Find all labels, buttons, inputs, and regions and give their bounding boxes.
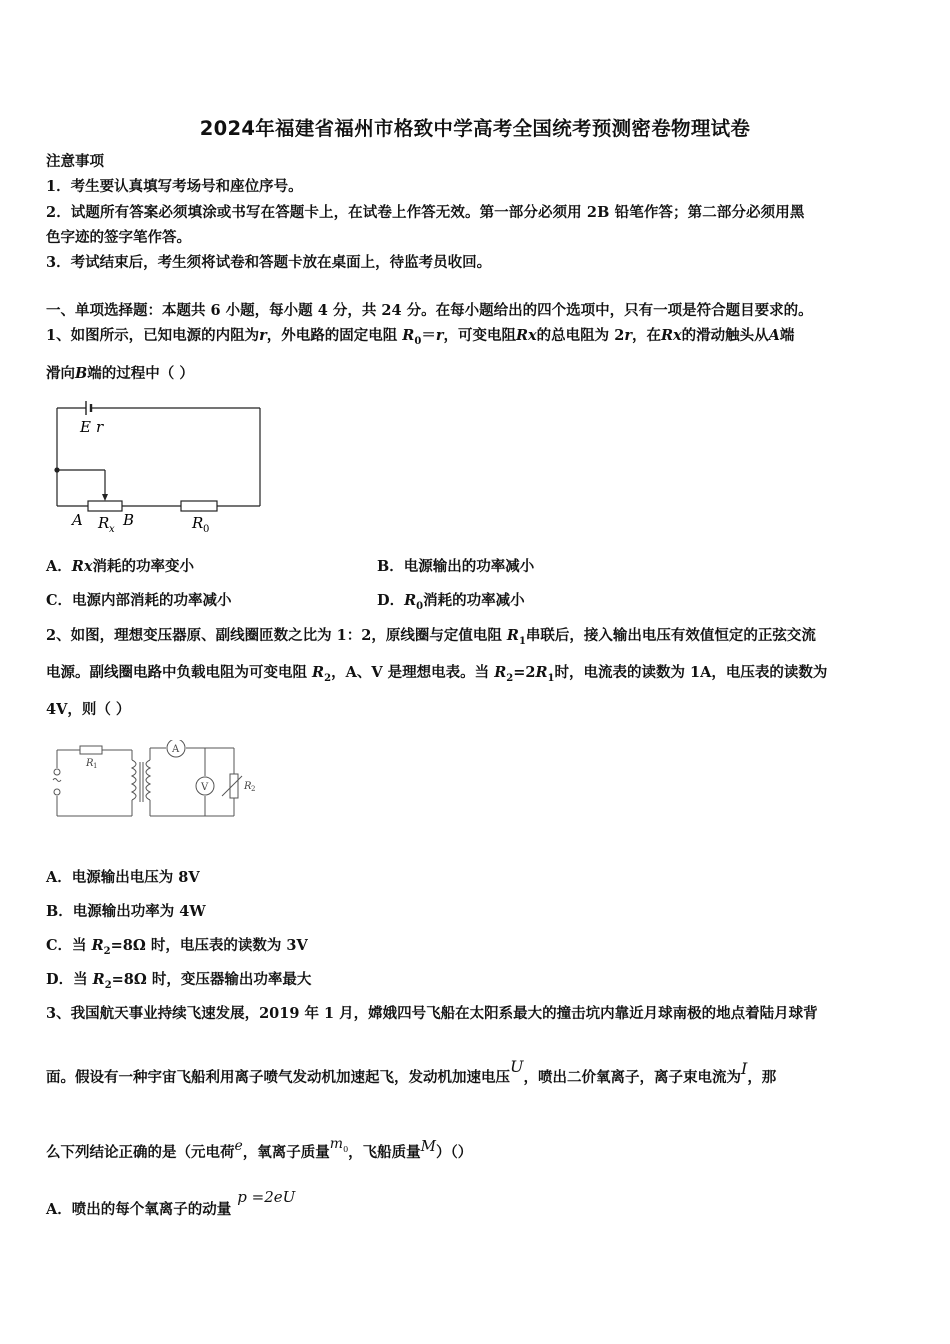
q2-line-2: 电源。副线圈电路中负载电阻为可变电阻 $R_2$，A、V 是理想电表。当 $R_2=2R_1$时，电流表的读数为 1A，电压表的读数为: [46, 664, 828, 684]
q2-transformer-diagram: [50, 740, 270, 822]
q2-option-b[interactable]: B．电源输出功率为 4W: [46, 903, 206, 920]
q2-option-a[interactable]: A．电源输出电压为 8V: [46, 869, 200, 886]
label-R1-sub: 1: [93, 762, 98, 770]
slider-arrow-icon: [102, 494, 108, 501]
label-E: E: [80, 418, 91, 436]
label-A: A: [72, 511, 83, 529]
notice-item-3: 3．考试结束后，考生须将试卷和答题卡放在桌面上，待监考员收回。: [46, 254, 492, 271]
label-R1: R: [86, 758, 94, 769]
label-Rx: R: [98, 514, 110, 532]
q1-line-1: 1、如图所示，已知电源的内阻为r，外电路的固定电阻 $R_0=r$，可变电阻Rx的总电阻为 2r，在Rx的滑动触头从A端: [46, 327, 795, 347]
q2-line-1: 2、如图，理想变压器原、副线圈匝数之比为 1：2，原线圈与定值电阻 $R_1$串联后，接入输出电压有效值恒定的正弦交流: [46, 627, 816, 647]
label-Rx-sub: x: [109, 524, 115, 535]
q1-option-c[interactable]: C．电源内部消耗的功率减小: [46, 592, 232, 609]
page-title: 2024年福建省福州市格致中学高考全国统考预测密卷物理试卷: [199, 117, 751, 140]
q2-option-c[interactable]: C．当 $R_2=8\Omega$ 时，电压表的读数为 3V: [46, 937, 308, 957]
notice-item-2: 2．试题所有答案必须填涂或书写在答题卡上，在试卷上作答无效。第一部分必须用 2B 铅笔作答；第二部分必须用黑: [46, 204, 805, 221]
label-B: B: [123, 511, 135, 529]
q3-line-1: 3、我国航天事业持续飞速发展，2019 年 1 月，嫦娥四号飞船在太阳系最大的撞击坑内靠近月球南极的地点着陆月球背: [46, 1005, 818, 1022]
junction-dot: [54, 467, 59, 472]
label-R2-sub: 2: [251, 785, 256, 793]
q3-line-2: 面。假设有一种宇宙飞船利用离子喷气发动机加速起飞，发动机加速电压U，喷出二价氧离子，离子束电流为I，那: [46, 1057, 777, 1086]
label-r: r: [96, 418, 104, 436]
label-R0: R: [192, 514, 204, 532]
q1-option-d[interactable]: D．$R_0$消耗的功率减小: [377, 592, 525, 612]
label-R2: R: [244, 781, 252, 792]
notice-item-2-cont: 色字迹的签字笔作答。: [46, 229, 191, 246]
q1-option-b[interactable]: B．电源输出的功率减小: [377, 558, 535, 575]
q3-option-a[interactable]: A．喷出的每个氧离子的动量p =2eU: [46, 1188, 296, 1218]
label-R0-sub: 0: [203, 524, 210, 535]
q3-line-3: 么下列结论正确的是（元电荷e，氧离子质量$m_0$，飞船质量M）（）: [46, 1136, 473, 1161]
ac-source-icon: [53, 779, 61, 782]
ammeter-icon: A: [172, 744, 180, 755]
notice-item-1: 1．考生要认真填写考场号和座位序号。: [46, 178, 303, 195]
q1-option-a[interactable]: A．Rx消耗的功率变小: [46, 558, 194, 575]
q2-option-d[interactable]: D．当 $R_2=8\Omega$ 时，变压器输出功率最大: [46, 971, 312, 991]
section-heading: 一、单项选择题：本题共 6 小题，每小题 4 分，共 24 分。在每小题给出的四个选项中，只有一项是符合题目要求的。: [46, 302, 813, 319]
q2-line-3: 4V，则（ ）: [46, 701, 131, 718]
voltmeter-icon: V: [201, 782, 209, 793]
notice-heading: 注意事项: [46, 153, 104, 170]
q1-circuit-diagram: [50, 398, 270, 536]
q1-line-2: 滑向B端的过程中（ ）: [46, 365, 194, 382]
